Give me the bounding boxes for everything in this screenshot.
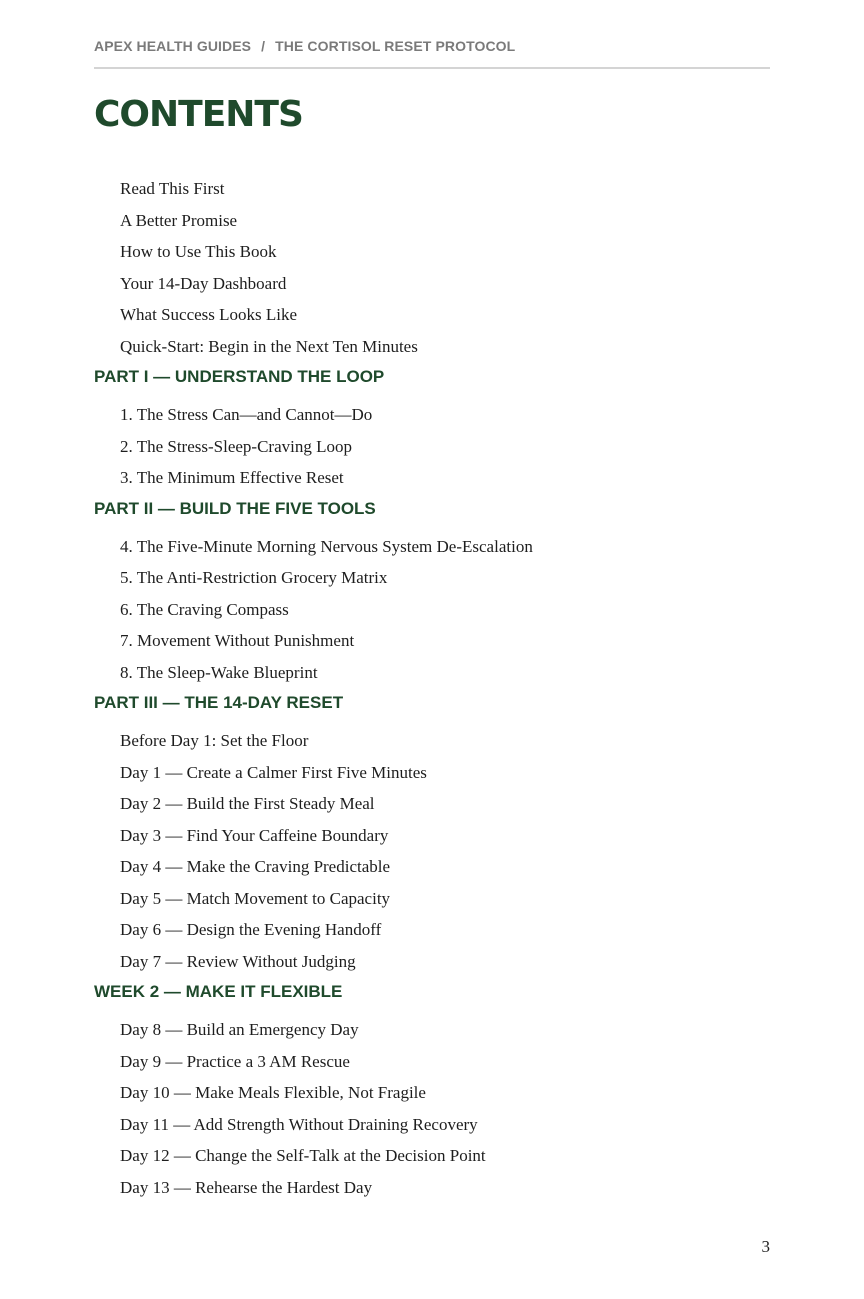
toc-entry[interactable]: Day 3 — Find Your Caffeine Boundary bbox=[120, 825, 389, 845]
toc-entry[interactable]: 5. The Anti-Restriction Grocery Matrix bbox=[120, 568, 388, 587]
toc-entry[interactable]: 7. Movement Without Punishment bbox=[120, 631, 355, 650]
series-name: APEX HEALTH GUIDES bbox=[94, 38, 252, 54]
toc-entry[interactable]: Day 10 — Make Meals Flexible, Not Fragile bbox=[120, 1083, 426, 1102]
toc-entry[interactable]: 4. The Five-Minute Morning Nervous System De-Escalation bbox=[120, 536, 533, 556]
toc-entry[interactable]: Before Day 1: Set the Floor bbox=[120, 731, 309, 750]
toc-entry[interactable]: 1. The Stress Can—and Cannot—Do bbox=[120, 405, 373, 424]
toc-entry[interactable]: 6. The Craving Compass bbox=[120, 599, 289, 619]
toc-entry[interactable]: 3. The Minimum Effective Reset bbox=[120, 468, 344, 487]
table-of-contents bbox=[94, 173, 770, 1203]
toc-entry[interactable]: Quick-Start: Begin in the Next Ten Minutes bbox=[120, 336, 418, 356]
part-heading[interactable]: WEEK 2 — MAKE IT FLEXIBLE bbox=[94, 982, 343, 1001]
running-head bbox=[94, 38, 515, 54]
part-heading[interactable]: PART III — THE 14-DAY RESET bbox=[94, 693, 344, 712]
toc-entry[interactable]: Day 6 — Design the Evening Handoff bbox=[120, 920, 382, 939]
toc-entry[interactable]: Day 8 — Build an Emergency Day bbox=[120, 1020, 359, 1039]
header-rule bbox=[94, 67, 770, 69]
page-title: CONTENTS bbox=[94, 94, 303, 135]
part-2-section bbox=[94, 494, 770, 689]
toc-entry[interactable]: Day 9 — Practice a 3 AM Rescue bbox=[120, 1051, 350, 1071]
toc-entry[interactable]: Day 5 — Match Movement to Capacity bbox=[120, 888, 391, 908]
page-number: 3 bbox=[761, 1237, 770, 1256]
toc-entry[interactable]: Read This First bbox=[120, 179, 225, 198]
running-head-separator: / bbox=[261, 38, 266, 54]
toc-entry[interactable]: 2. The Stress-Sleep-Craving Loop bbox=[120, 436, 352, 456]
toc-entry[interactable]: A Better Promise bbox=[120, 210, 238, 230]
week-2-section bbox=[94, 977, 770, 1203]
toc-entry[interactable]: Day 12 — Change the Self-Talk at the Decision Point bbox=[120, 1146, 486, 1165]
toc-entry[interactable]: What Success Looks Like bbox=[120, 305, 298, 324]
part-heading[interactable]: PART II — BUILD THE FIVE TOOLS bbox=[94, 498, 376, 518]
toc-entry[interactable]: How to Use This Book bbox=[120, 242, 277, 261]
toc-entry[interactable]: 8. The Sleep-Wake Blueprint bbox=[120, 662, 318, 682]
book-title: THE CORTISOL RESET PROTOCOL bbox=[275, 38, 516, 54]
toc-entry[interactable]: Your 14-Day Dashboard bbox=[120, 273, 287, 293]
front-matter-list bbox=[94, 173, 770, 362]
toc-entry[interactable]: Day 4 — Make the Craving Predictable bbox=[120, 857, 391, 876]
toc-entry[interactable]: Day 13 — Rehearse the Hardest Day bbox=[120, 1177, 373, 1197]
part-3-section bbox=[94, 688, 770, 977]
toc-entry[interactable]: Day 11 — Add Strength Without Draining Recovery bbox=[120, 1114, 478, 1134]
toc-entry[interactable]: Day 2 — Build the First Steady Meal bbox=[120, 794, 375, 813]
book-page bbox=[94, 0, 770, 1299]
part-1-section bbox=[94, 362, 770, 494]
toc-entry[interactable]: Day 7 — Review Without Judging bbox=[120, 951, 356, 971]
part-heading[interactable]: PART I — UNDERSTAND THE LOOP bbox=[94, 367, 385, 386]
toc-entry[interactable]: Day 1 — Create a Calmer First Five Minutes bbox=[120, 762, 427, 782]
